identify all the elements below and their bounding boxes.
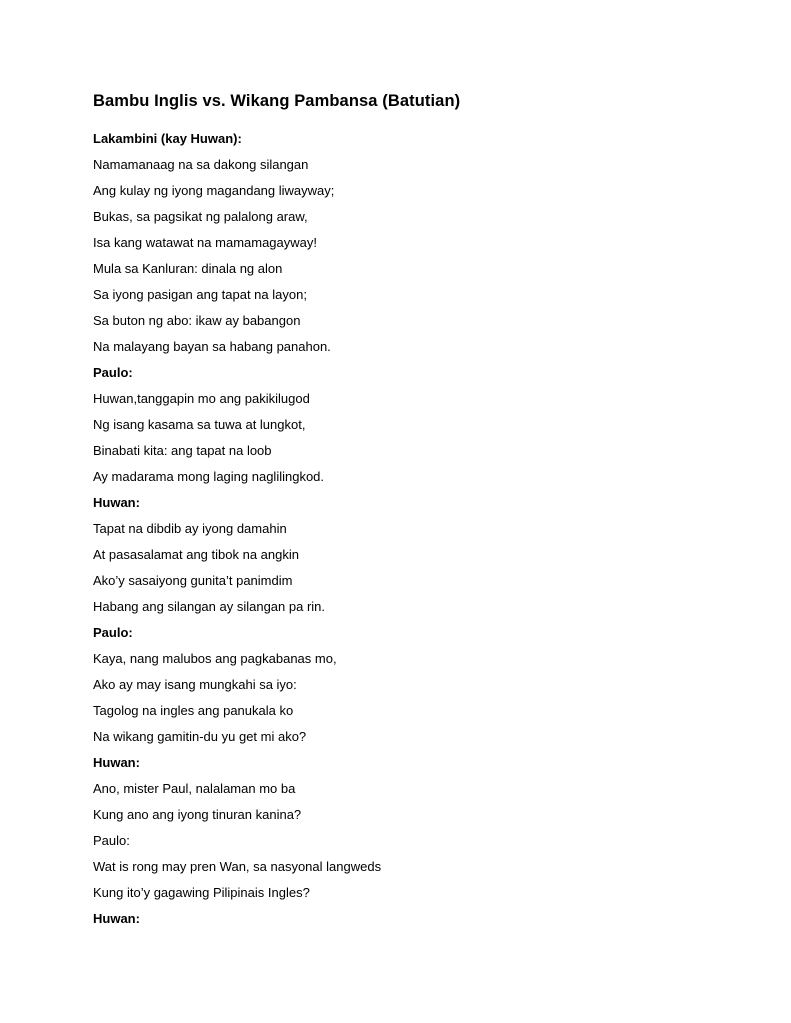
poem-line: Ako ay may isang mungkahi sa iyo: — [93, 677, 297, 692]
poem-line: Paulo: — [93, 833, 130, 848]
speaker-label: Paulo: — [93, 625, 133, 640]
poem-line: Sa buton ng abo: ikaw ay babangon — [93, 313, 301, 328]
poem-line: Sa iyong pasigan ang tapat na layon; — [93, 287, 307, 302]
poem-line: Mula sa Kanluran: dinala ng alon — [93, 261, 283, 276]
poem-line: Na malayang bayan sa habang panahon. — [93, 339, 331, 354]
speaker-label: Huwan: — [93, 755, 140, 770]
poem-line: At pasasalamat ang tibok na angkin — [93, 547, 299, 562]
poem-line: Na wikang gamitin-du yu get mi ako? — [93, 729, 307, 744]
poem-line: Kung ito’y gagawing Pilipinais Ingles? — [93, 885, 310, 900]
poem-line: Ang kulay ng iyong magandang liwayway; — [93, 183, 335, 198]
poem-line: Kung ano ang iyong tinuran kanina? — [93, 807, 302, 822]
poem-body — [93, 126, 381, 932]
speaker-label: Lakambini (kay Huwan): — [93, 131, 242, 146]
document-title: Bambu Inglis vs. Wikang Pambansa (Batutian) — [93, 92, 461, 110]
poem-line: Wat is rong may pren Wan, sa nasyonal langweds — [93, 859, 382, 874]
poem-line: Ano, mister Paul, nalalaman mo ba — [93, 781, 296, 796]
poem-line: Tagolog na ingles ang panukala ko — [93, 703, 294, 718]
speaker-label: Huwan: — [93, 495, 140, 510]
poem-line: Bukas, sa pagsikat ng palalong araw, — [93, 209, 308, 224]
poem-line: Namamanaag na sa dakong silangan — [93, 157, 309, 172]
poem-line: Ng isang kasama sa tuwa at lungkot, — [93, 417, 306, 432]
poem-line: Ako’y sasaiyong gunita’t panimdim — [93, 573, 293, 588]
poem-line: Habang ang silangan ay silangan pa rin. — [93, 599, 326, 614]
speaker-label: Paulo: — [93, 365, 133, 380]
poem-line: Huwan,tanggapin mo ang pakikilugod — [93, 391, 310, 406]
poem-line: Ay madarama mong laging naglilingkod. — [93, 469, 325, 484]
poem-line: Tapat na dibdib ay iyong damahin — [93, 521, 287, 536]
poem-line: Isa kang watawat na mamamagayway! — [93, 235, 317, 250]
poem-line: Kaya, nang malubos ang pagkabanas mo, — [93, 651, 337, 666]
poem-line: Binabati kita: ang tapat na loob — [93, 443, 272, 458]
speaker-label: Huwan: — [93, 911, 140, 926]
